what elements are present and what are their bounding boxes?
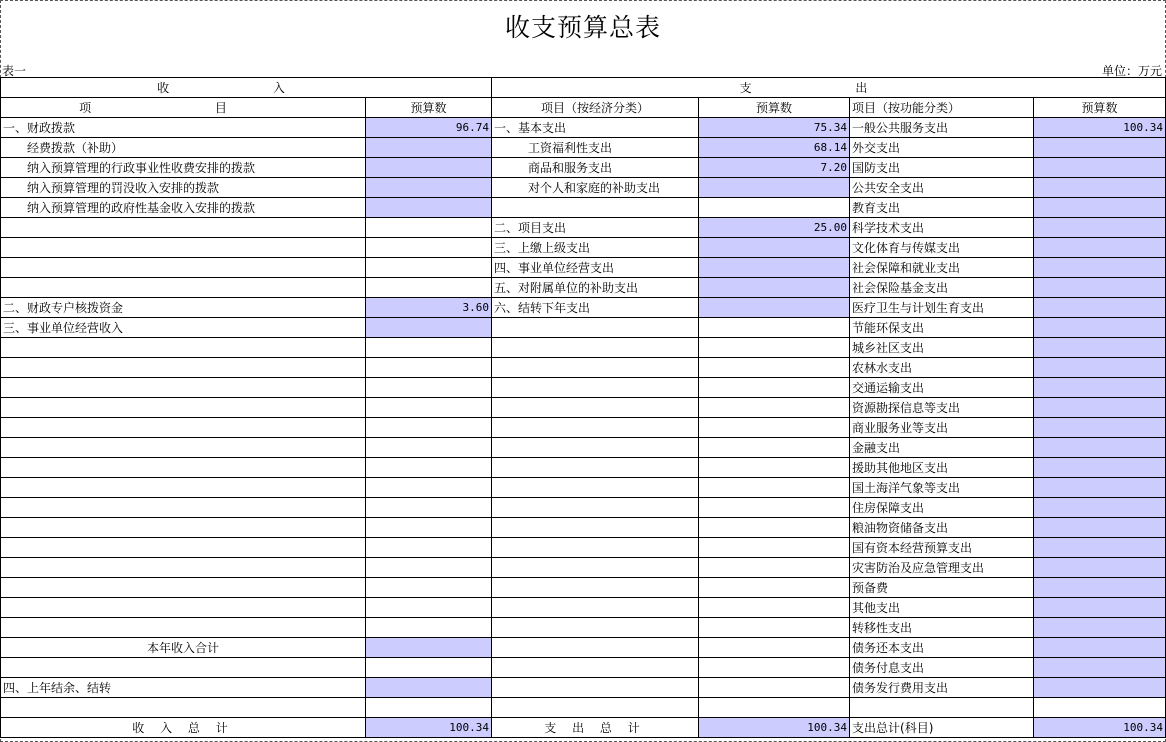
- econ-amount-cell[interactable]: 7.20: [699, 158, 850, 178]
- table-row: [1, 318, 1166, 338]
- income-item-cell[interactable]: [1, 378, 366, 398]
- income-item-cell[interactable]: [1, 538, 366, 558]
- func-amount-cell[interactable]: [1034, 258, 1166, 278]
- func-amount-cell[interactable]: [1034, 178, 1166, 198]
- income-amount-cell[interactable]: [366, 598, 492, 618]
- func-budget-header: 预算数: [1034, 98, 1166, 118]
- income-item-cell[interactable]: [1, 498, 366, 518]
- income-item-cell[interactable]: [1, 258, 366, 278]
- page-title: 收支预算总表: [504, 13, 661, 42]
- econ-amount-cell[interactable]: [699, 358, 850, 378]
- func-amount-cell[interactable]: [1034, 418, 1166, 438]
- func-amount-cell[interactable]: [1034, 438, 1166, 458]
- income-amount-cell[interactable]: [366, 138, 492, 158]
- func-total-label[interactable]: 支出总计(科目): [850, 718, 1034, 738]
- econ-item-cell[interactable]: [492, 338, 699, 358]
- func-amount-cell[interactable]: [1034, 378, 1166, 398]
- income-amount-cell[interactable]: 96.74: [366, 118, 492, 138]
- func-item-cell[interactable]: 援助其他地区支出: [850, 458, 1034, 478]
- table-row: [1, 378, 1166, 398]
- econ-amount-cell[interactable]: [699, 238, 850, 258]
- econ-amount-cell[interactable]: [699, 438, 850, 458]
- econ-amount-cell[interactable]: [699, 258, 850, 278]
- func-item-cell[interactable]: 城乡社区支出: [850, 338, 1034, 358]
- func-amount-cell[interactable]: [1034, 298, 1166, 318]
- table-row: [1, 578, 1166, 598]
- income-amount-cell[interactable]: [366, 438, 492, 458]
- section-header-row: [1, 78, 1166, 98]
- income-budget-header: 预算数: [366, 98, 492, 118]
- income-amount-cell[interactable]: [366, 278, 492, 298]
- func-item-cell[interactable]: 国土海洋气象等支出: [850, 478, 1034, 498]
- func-item-cell[interactable]: [850, 698, 1034, 718]
- income-item-cell[interactable]: [1, 578, 366, 598]
- income-item-cell[interactable]: [1, 598, 366, 618]
- income-item-cell[interactable]: [1, 698, 366, 718]
- income-amount-cell[interactable]: [366, 158, 492, 178]
- income-item-cell[interactable]: 纳入预算管理的政府性基金收入安排的拨款: [1, 198, 366, 218]
- econ-amount-cell[interactable]: [699, 278, 850, 298]
- income-amount-cell[interactable]: [366, 258, 492, 278]
- func-amount-cell[interactable]: [1034, 478, 1166, 498]
- func-amount-cell[interactable]: [1034, 578, 1166, 598]
- income-amount-cell[interactable]: [366, 698, 492, 718]
- income-item-cell[interactable]: [1, 238, 366, 258]
- econ-item-cell[interactable]: [492, 678, 699, 698]
- econ-item-cell[interactable]: [492, 578, 699, 598]
- econ-item-cell[interactable]: [492, 358, 699, 378]
- econ-amount-cell[interactable]: [699, 198, 850, 218]
- income-section-header: 收 入: [1, 78, 492, 98]
- econ-amount-cell[interactable]: 25.00: [699, 218, 850, 238]
- income-amount-cell[interactable]: [366, 678, 492, 698]
- econ-amount-cell[interactable]: [699, 538, 850, 558]
- econ-amount-cell[interactable]: [699, 598, 850, 618]
- econ-item-cell[interactable]: [492, 658, 699, 678]
- econ-amount-cell[interactable]: [699, 658, 850, 678]
- income-amount-cell[interactable]: [366, 498, 492, 518]
- func-item-cell[interactable]: 社会保险基金支出: [850, 278, 1034, 298]
- func-amount-cell[interactable]: [1034, 678, 1166, 698]
- income-total-label[interactable]: 收 入 总 计: [1, 718, 366, 738]
- econ-item-cell[interactable]: [492, 538, 699, 558]
- income-amount-cell[interactable]: [366, 638, 492, 658]
- func-amount-cell[interactable]: [1034, 278, 1166, 298]
- econ-budget-header: 预算数: [699, 98, 850, 118]
- econ-item-cell[interactable]: [492, 638, 699, 658]
- func-amount-cell[interactable]: [1034, 498, 1166, 518]
- income-item-cell[interactable]: 纳入预算管理的行政事业性收费安排的拨款: [1, 158, 366, 178]
- income-amount-cell[interactable]: [366, 558, 492, 578]
- income-item-cell[interactable]: [1, 338, 366, 358]
- econ-item-cell[interactable]: 五、对附属单位的补助支出: [492, 278, 699, 298]
- func-item-cell[interactable]: 国有资本经营预算支出: [850, 538, 1034, 558]
- table-row: [1, 518, 1166, 538]
- func-item-cell[interactable]: 金融支出: [850, 438, 1034, 458]
- func-item-cell[interactable]: 医疗卫生与计划生育支出: [850, 298, 1034, 318]
- income-amount-cell[interactable]: [366, 398, 492, 418]
- table-row: [1, 138, 1166, 158]
- func-amount-cell[interactable]: [1034, 458, 1166, 478]
- econ-item-cell[interactable]: [492, 478, 699, 498]
- econ-amount-cell[interactable]: [699, 558, 850, 578]
- econ-amount-cell[interactable]: [699, 498, 850, 518]
- income-amount-cell[interactable]: [366, 218, 492, 238]
- income-item-cell[interactable]: [1, 658, 366, 678]
- table-row: [1, 458, 1166, 478]
- func-item-cell[interactable]: 文化体育与传媒支出: [850, 238, 1034, 258]
- func-item-cell[interactable]: 债务还本支出: [850, 638, 1034, 658]
- income-amount-cell[interactable]: [366, 338, 492, 358]
- func-item-cell[interactable]: 社会保障和就业支出: [850, 258, 1034, 278]
- func-item-cell[interactable]: 科学技术支出: [850, 218, 1034, 238]
- table-row: [1, 338, 1166, 358]
- econ-item-cell[interactable]: [492, 458, 699, 478]
- income-item-cell[interactable]: [1, 458, 366, 478]
- income-amount-cell[interactable]: [366, 538, 492, 558]
- table-row: [1, 258, 1166, 278]
- table-row: [1, 218, 1166, 238]
- func-item-cell[interactable]: 外交支出: [850, 138, 1034, 158]
- income-amount-cell[interactable]: [366, 578, 492, 598]
- income-amount-cell[interactable]: [366, 358, 492, 378]
- econ-item-cell[interactable]: [492, 198, 699, 218]
- income-amount-cell[interactable]: [366, 458, 492, 478]
- econ-amount-cell[interactable]: 68.14: [699, 138, 850, 158]
- income-item-cell[interactable]: [1, 618, 366, 638]
- table-row: [1, 638, 1166, 658]
- func-item-cell[interactable]: 转移性支出: [850, 618, 1034, 638]
- econ-amount-cell[interactable]: [699, 378, 850, 398]
- income-amount-cell[interactable]: 3.60: [366, 298, 492, 318]
- econ-amount-cell[interactable]: [699, 298, 850, 318]
- func-item-cell[interactable]: 预备费: [850, 578, 1034, 598]
- func-item-cell[interactable]: 债务付息支出: [850, 658, 1034, 678]
- func-item-header: 项目（按功能分类）: [850, 98, 1034, 118]
- income-item-cell[interactable]: 经费拨款（补助）: [1, 138, 366, 158]
- econ-item-cell[interactable]: [492, 378, 699, 398]
- econ-amount-cell[interactable]: [699, 398, 850, 418]
- income-amount-cell[interactable]: [366, 418, 492, 438]
- func-item-cell[interactable]: 粮油物资储备支出: [850, 518, 1034, 538]
- table-row: [1, 538, 1166, 558]
- column-header-row: [1, 98, 1166, 118]
- func-item-cell[interactable]: 其他支出: [850, 598, 1034, 618]
- table-row: [1, 438, 1166, 458]
- table-row: [1, 198, 1166, 218]
- econ-item-cell[interactable]: [492, 598, 699, 618]
- econ-amount-cell[interactable]: [699, 698, 850, 718]
- table-row: [1, 698, 1166, 718]
- income-item-cell[interactable]: 三、事业单位经营收入: [1, 318, 366, 338]
- income-amount-cell[interactable]: [366, 618, 492, 638]
- func-item-cell[interactable]: 住房保障支出: [850, 498, 1034, 518]
- func-item-cell[interactable]: 债务发行费用支出: [850, 678, 1034, 698]
- table-row: [1, 618, 1166, 638]
- income-item-cell[interactable]: [1, 358, 366, 378]
- func-item-cell[interactable]: 国防支出: [850, 158, 1034, 178]
- econ-item-header: 项目（按经济分类）: [492, 98, 699, 118]
- econ-amount-cell[interactable]: [699, 518, 850, 538]
- income-item-cell[interactable]: 二、财政专户核拨资金: [1, 298, 366, 318]
- expense-total-amount[interactable]: 100.34: [699, 718, 850, 738]
- func-item-cell[interactable]: 商业服务业等支出: [850, 418, 1034, 438]
- income-item-cell[interactable]: 一、财政拨款: [1, 118, 366, 138]
- func-amount-cell[interactable]: [1034, 218, 1166, 238]
- income-item-cell[interactable]: [1, 418, 366, 438]
- econ-amount-cell[interactable]: [699, 458, 850, 478]
- income-item-cell[interactable]: [1, 398, 366, 418]
- income-amount-cell[interactable]: [366, 658, 492, 678]
- econ-item-cell[interactable]: [492, 318, 699, 338]
- func-amount-cell[interactable]: [1034, 658, 1166, 678]
- table-number: 表一: [2, 64, 27, 78]
- table-row: [1, 238, 1166, 258]
- func-item-cell[interactable]: 节能环保支出: [850, 318, 1034, 338]
- income-amount-cell[interactable]: [366, 238, 492, 258]
- econ-item-cell[interactable]: [492, 558, 699, 578]
- income-amount-cell[interactable]: [366, 478, 492, 498]
- func-amount-cell[interactable]: [1034, 358, 1166, 378]
- table-row: [1, 358, 1166, 378]
- func-amount-cell[interactable]: 100.34: [1034, 118, 1166, 138]
- econ-item-cell[interactable]: [492, 418, 699, 438]
- econ-item-cell[interactable]: 四、事业单位经营支出: [492, 258, 699, 278]
- func-amount-cell[interactable]: [1034, 598, 1166, 618]
- func-amount-cell[interactable]: [1034, 398, 1166, 418]
- econ-item-cell[interactable]: [492, 498, 699, 518]
- income-item-cell[interactable]: 本年收入合计: [1, 638, 366, 658]
- econ-item-cell[interactable]: 二、项目支出: [492, 218, 699, 238]
- econ-amount-cell[interactable]: [699, 638, 850, 658]
- func-item-cell[interactable]: 灾害防治及应急管理支出: [850, 558, 1034, 578]
- econ-item-cell[interactable]: 一、基本支出: [492, 118, 699, 138]
- totals-row: [1, 718, 1166, 738]
- income-item-cell[interactable]: [1, 518, 366, 538]
- func-amount-cell[interactable]: [1034, 698, 1166, 718]
- table-row: [1, 478, 1166, 498]
- table-row: [1, 158, 1166, 178]
- table-row: [1, 118, 1166, 138]
- func-amount-cell[interactable]: [1034, 338, 1166, 358]
- table-row: [1, 298, 1166, 318]
- func-item-cell[interactable]: 农林水支出: [850, 358, 1034, 378]
- func-amount-cell[interactable]: [1034, 558, 1166, 578]
- expense-total-label[interactable]: 支 出 总 计: [492, 718, 699, 738]
- func-amount-cell[interactable]: [1034, 518, 1166, 538]
- econ-amount-cell[interactable]: 75.34: [699, 118, 850, 138]
- expense-section-header: 支 出: [492, 78, 1166, 98]
- func-item-cell[interactable]: 教育支出: [850, 198, 1034, 218]
- table-row: [1, 558, 1166, 578]
- econ-item-cell[interactable]: 三、上缴上级支出: [492, 238, 699, 258]
- econ-item-cell[interactable]: 对个人和家庭的补助支出: [492, 178, 699, 198]
- table-row: [1, 178, 1166, 198]
- table-row: [1, 658, 1166, 678]
- func-amount-cell[interactable]: [1034, 138, 1166, 158]
- econ-amount-cell[interactable]: [699, 578, 850, 598]
- func-item-cell[interactable]: 资源勘探信息等支出: [850, 398, 1034, 418]
- table-row: [1, 278, 1166, 298]
- income-item-cell[interactable]: [1, 278, 366, 298]
- econ-amount-cell[interactable]: [699, 318, 850, 338]
- income-amount-cell[interactable]: [366, 198, 492, 218]
- table-row: [1, 398, 1166, 418]
- econ-item-cell[interactable]: [492, 438, 699, 458]
- econ-item-cell[interactable]: 商品和服务支出: [492, 158, 699, 178]
- table-row: [1, 598, 1166, 618]
- econ-item-cell[interactable]: [492, 518, 699, 538]
- econ-item-cell[interactable]: [492, 698, 699, 718]
- func-item-cell[interactable]: 交通运输支出: [850, 378, 1034, 398]
- income-item-header: 项 目: [1, 98, 366, 118]
- econ-item-cell[interactable]: [492, 398, 699, 418]
- income-total-amount[interactable]: 100.34: [366, 718, 492, 738]
- func-amount-cell[interactable]: [1034, 618, 1166, 638]
- income-item-cell[interactable]: [1, 438, 366, 458]
- econ-item-cell[interactable]: [492, 618, 699, 638]
- econ-amount-cell[interactable]: [699, 678, 850, 698]
- income-item-cell[interactable]: [1, 558, 366, 578]
- func-amount-cell[interactable]: [1034, 538, 1166, 558]
- unit-label: 单位：万元: [1101, 64, 1162, 78]
- econ-amount-cell[interactable]: [699, 478, 850, 498]
- budget-summary-table: [0, 77, 1166, 738]
- income-amount-cell[interactable]: [366, 178, 492, 198]
- income-item-cell[interactable]: [1, 218, 366, 238]
- income-amount-cell[interactable]: [366, 318, 492, 338]
- table-row: [1, 418, 1166, 438]
- func-amount-cell[interactable]: [1034, 158, 1166, 178]
- econ-amount-cell[interactable]: [699, 338, 850, 358]
- income-amount-cell[interactable]: [366, 378, 492, 398]
- func-amount-cell[interactable]: [1034, 318, 1166, 338]
- func-item-cell[interactable]: 一般公共服务支出: [850, 118, 1034, 138]
- income-amount-cell[interactable]: [366, 518, 492, 538]
- func-amount-cell[interactable]: [1034, 198, 1166, 218]
- income-item-cell[interactable]: 纳入预算管理的罚没收入安排的拨款: [1, 178, 366, 198]
- func-item-cell[interactable]: 公共安全支出: [850, 178, 1034, 198]
- income-item-cell[interactable]: [1, 478, 366, 498]
- table-row: [1, 678, 1166, 698]
- econ-item-cell[interactable]: 工资福利性支出: [492, 138, 699, 158]
- func-amount-cell[interactable]: [1034, 638, 1166, 658]
- table-row: [1, 498, 1166, 518]
- econ-item-cell[interactable]: 六、结转下年支出: [492, 298, 699, 318]
- income-item-cell[interactable]: 四、上年结余、结转: [1, 678, 366, 698]
- func-amount-cell[interactable]: [1034, 238, 1166, 258]
- func-total-amount[interactable]: 100.34: [1034, 718, 1166, 738]
- econ-amount-cell[interactable]: [699, 618, 850, 638]
- econ-amount-cell[interactable]: [699, 418, 850, 438]
- econ-amount-cell[interactable]: [699, 178, 850, 198]
